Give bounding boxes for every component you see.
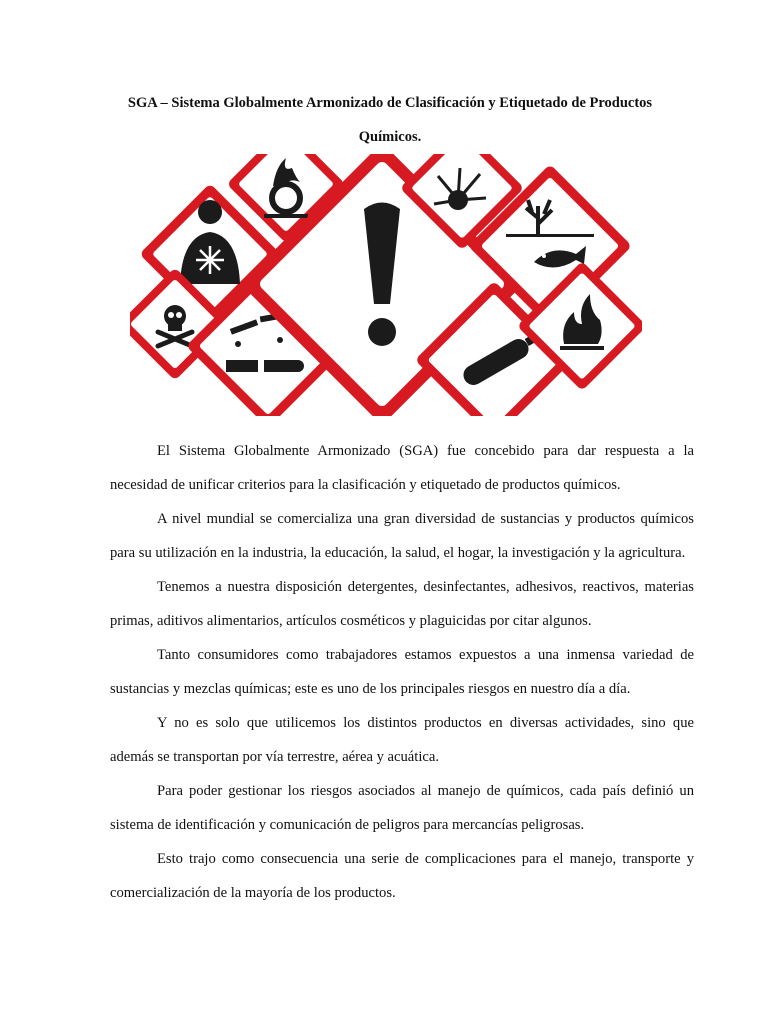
document-body <box>110 434 694 910</box>
document-title: SGA – Sistema Globalmente Armonizado de Clasificación y Etiquetado de Productos Químicos. <box>127 95 653 145</box>
ghs-pictograms-image <box>130 154 642 416</box>
paragraph-3: Tenemos a nuestra disposición detergentes, desinfectantes, adhesivos, reactivos, materias primas, aditivos alimentarios, artículos cosméticos y plaguicidas por citar algunos. <box>110 579 694 629</box>
paragraph-5: Y no es solo que utilicemos los distintos productos en diversas actividades, sino que además se transportan por vía terrestre, aérea y acuática. <box>110 715 694 765</box>
paragraph-2: A nivel mundial se comercializa una gran diversidad de sustancias y productos químicos para su utilización en la industria, la educación, la salud, el hogar, la investigación y la agricultura. <box>110 511 694 561</box>
paragraph-1: El Sistema Globalmente Armonizado (SGA) fue concebido para dar respuesta a la necesidad de unificar criterios para la clasificación y etiquetado de productos químicos. <box>110 443 694 493</box>
paragraph-4: Tanto consumidores como trabajadores estamos expuestos a una inmensa variedad de sustancias y mezclas químicas; este es uno de los principales riesgos en nuestro día a día. <box>110 647 694 697</box>
paragraph-7: Esto trajo como consecuencia una serie de complicaciones para el manejo, transporte y comercialización de la mayoría de los productos. <box>110 851 694 901</box>
paragraph-6: Para poder gestionar los riesgos asociados al manejo de químicos, cada país definió un sistema de identificación y comunicación de peligros para mercancías peligrosas. <box>110 783 694 833</box>
